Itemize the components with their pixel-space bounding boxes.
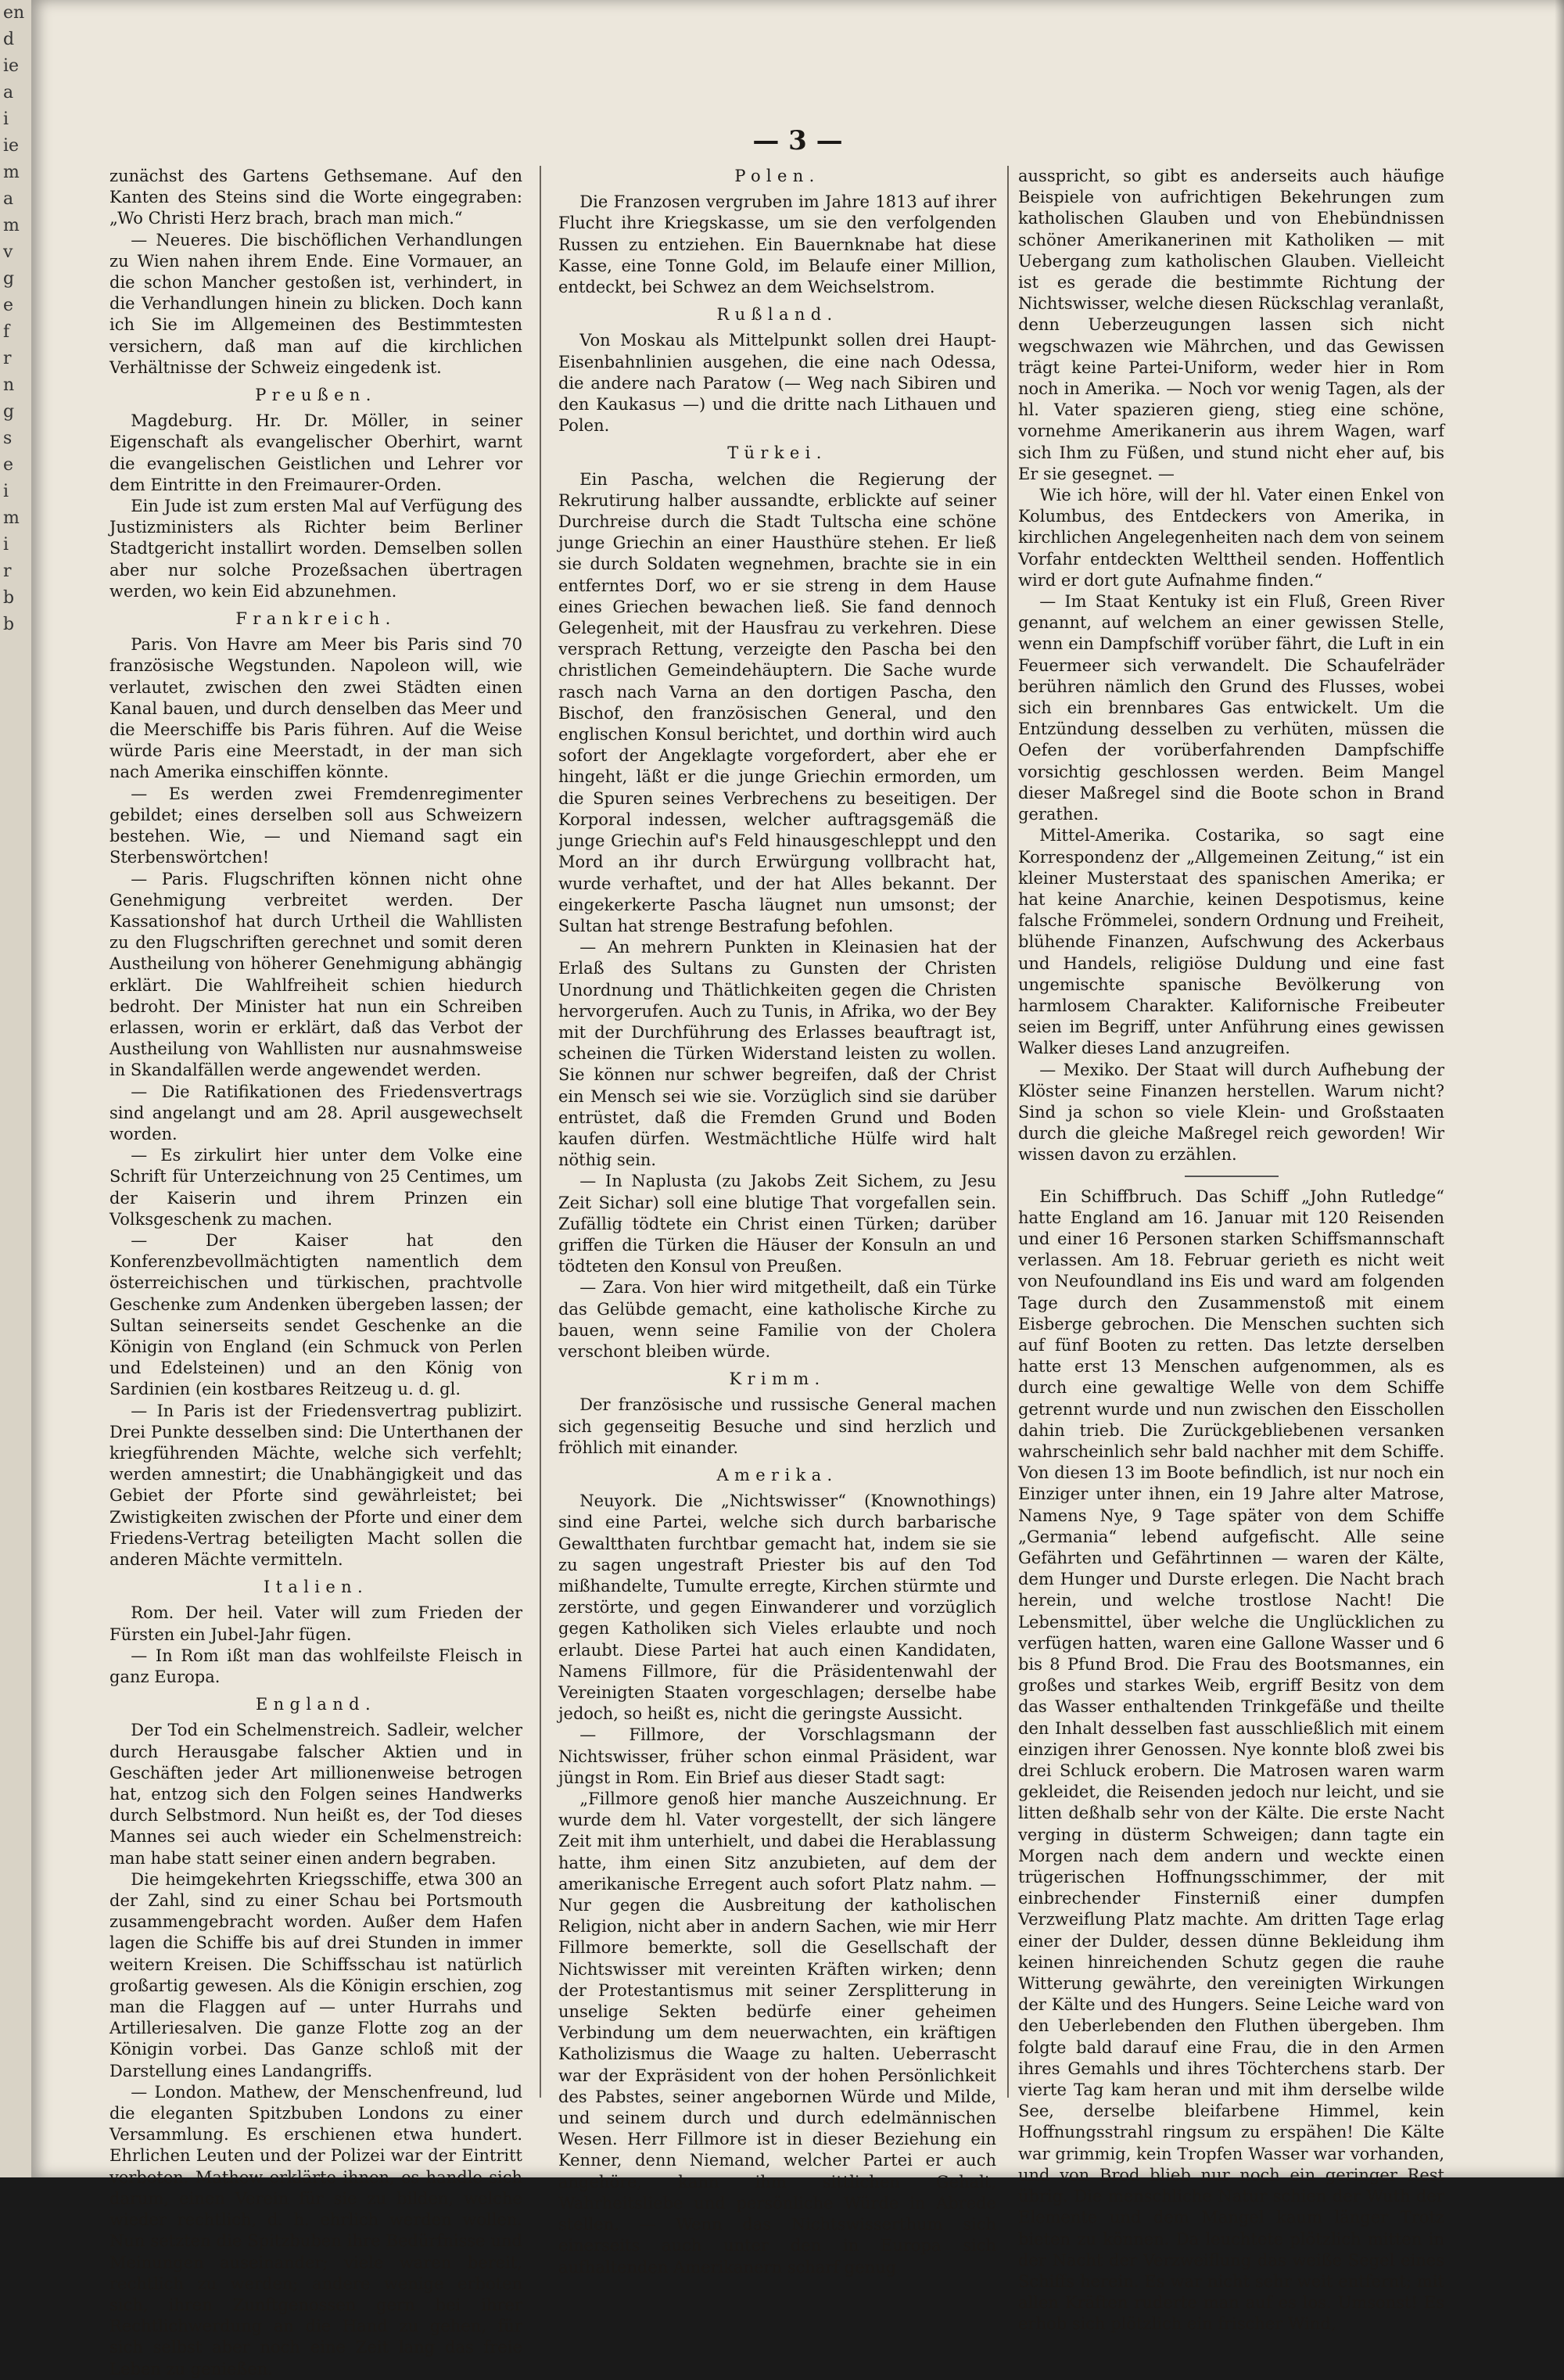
section-separator [1185,1176,1279,1177]
previous-page-fragment: e [3,455,14,475]
previous-page-fragment: e [3,296,14,315]
paragraph: Wie ich höre, will der hl. Vater einen Enkel von Kolumbus, des Entdeckers von Amerika, in kirchlichen Angelegenheiten nach dem von seinem Vorfahr entdeckten Welttheil senden. Hoffentlich wird er dort gute Aufnahme finden.“ [1018,486,1444,590]
paragraph: Die heimgekehrten Kriegsschiffe, etwa 300 an der Zahl, sind zu einer Schau bei Portsmouth zusammengebracht worden. Außer dem Hafen lagen die Schiffe bis auf drei Stunden in immer weitern Kreisen. Die Schiffsschau ist natürlich großartig gewesen. Als die Königin erschien, zog man die Flaggen auf — unter Hurrahs und Artilleriesalven. Die ganze Flotte zog an der Königin vorbei. Das Ganze schloß mit der Darstellung eines Landangriffs. [109,1869,522,2080]
newspaper-page [31,0,1564,2378]
paragraph: — Zara. Von hier wird mitgetheilt, daß ein Türke das Gelübde gemacht, eine katholische Kirche zu bauen, wenn seine Familie von der Cholera verschont bleiben würde. [558,1278,996,1361]
section-heading: Rußland. [716,305,838,325]
previous-page-fragment: m [3,163,20,182]
paragraph: Magdeburg. Hr. Dr. Möller, in seiner Eigenschaft als evangelischer Oberhirt, warnt die evangelischen Geistlichen und Lehrer vor dem Eintritte in den Freimaurer-Orden. [109,411,522,494]
previous-page-fragment: ie [3,56,20,76]
previous-page-fragment: ie [3,136,20,156]
previous-page-fragment: b [3,588,15,608]
section-heading: Preußen. [255,386,377,405]
paragraph: Mittel-Amerika. Costarika, so sagt eine Korrespondenz der „Allgemeinen Zeitung,“ ist ein kleiner Musterstaat des spanischen Amerika; er hat keine Anarchie, keinen Despotismus, keine falsche Frömmelei, sondern Ordnung und Freiheit, blühende Finanzen, Aufschwung des Ackerbaus und Handels, religiöse Duldung und eine fast ungemischte spanische Bevölkerung von harmlosem Charakter. Kalifornische Freibeuter seien im Begriff, unter Anführung eines gewissen Walker dieses Land anzugreifen. [1018,826,1444,1058]
column-divider [540,166,541,2098]
previous-page-fragment: i [3,482,9,501]
previous-page-fragment: i [3,535,9,555]
paragraph: „Fillmore genoß hier manche Auszeichnung. Er wurde dem hl. Vater vorgestellt, der sich längere Zeit mit ihm unterhielt, und dabei die Herablassung hatte, ihm einen Sitz anzubieten, auf dem der amerikanische Erregent auch sofort Platz nahm. — Nur gegen die Ausbreitung der katholischen Religion, nicht aber in andern Sachen, wie mir Herr Fillmore bemerkte, soll die Gesellschaft der Nichtswisser mit vereinten Kräften wirken; denn der Protestantismus mit seiner Zersplitterung in unselige Sekten bedürfe einer geheimen Verbindung um dem neuerwachten, ein kräftigen Katholizismus die Waage zu halten. Ueberrascht war der Expräsident von der hohen Persönlichkeit des Pabstes, seiner angebornen Würde und Milde, und seinem durch und durch edelmännischen Wesen. Herr Fillmore ist in dieser Beziehung ein Kenner, denn Niemand, welcher Partei er auch angehöre, kann ihm sittlichen Gehalt, Wahrheitsliebe und persönliche Würde in Abrede stellen. — Wenn das Nichtswisserthum sich einerseits auch unter den in Europa sich aufhaltenden Amerikanern scharf genug [558,1789,996,2277]
previous-page-fragment: en [3,3,25,23]
previous-page-fragment: a [3,83,14,102]
paragraph: Rom. Der heil. Vater will zum Frieden der Fürsten ein Jubel-Jahr fügen. [109,1603,522,1644]
paragraph: zunächst des Gartens Gethsemane. Auf den Kanten des Steins sind die Worte eingegraben: „Wo Christi Herz brach, brach man mich.“ [109,167,522,228]
previous-page-fragment: s [3,429,13,448]
paragraph: — Es zirkulirt hier unter dem Volke eine Schrift für Unterzeichnung von 25 Centimes, um der Kaiserin und ihrem Prinzen ein Volksgeschenk zu machen. [109,1146,522,1229]
paragraph: — Fillmore, der Vorschlagsmann der Nichtswisser, früher schon einmal Präsident, war jüngst in Rom. Ein Brief aus dieser Stadt sagt: [558,1725,996,1787]
previous-page-fragment: a [3,189,14,209]
section-heading: Frankreich. [235,609,396,629]
paragraph: — Mexiko. Der Staat will durch Aufhebung der Klöster seine Finanzen herstellen. Warum nicht? Sind ja schon so viele Klein- und Großstaaten durch die gleiche Maßregel reich geworden! Wir wissen davon zu erzählen. [1018,1060,1444,1165]
previous-page-fragment: d [3,30,15,49]
column-divider [1007,166,1009,2098]
paragraph: Ein Jude ist zum ersten Mal auf Verfügung des Justizministers als Richter beim Berliner Stadtgericht installirt worden. Demselben sollen aber nur solche Prozeßsachen übertragen werden, wo kein Eid abzunehmen. [109,497,522,601]
previous-page-fragment: f [3,322,10,342]
paragraph: Von Moskau als Mittelpunkt sollen drei Haupt-Eisenbahnlinien ausgehen, die eine nach Odessa, die andere nach Paratow (— Weg nach Sibiren und den Kaukasus —) und die dritte nach Lithauen und Polen. [558,331,996,436]
paragraph: Neuyork. Die „Nichtswisser“ (Knownothings) sind eine Partei, welche sich durch barbarische Gewaltthaten furchtbar gemacht hat, indem sie sie zu sagen ungestraft Priester bis auf den Tod mißhandelte, Tumulte erregte, Kirchen stürmte und zerstörte, und gegen Einwanderer und vorzüglich gegen Katholiken sich Vieles erlaubte und noch erlaubt. Diese Partei hat auch einen Kandidaten, Namens Fillmore, für die Präsidentenwahl der Vereinigten Staaten vorgeschlagen; derselbe habe jedoch, so heißt es, nicht die geringste Aussicht. [558,1492,996,1724]
previous-page-edge [0,0,31,2177]
section-heading: Türkei. [727,443,827,463]
paragraph: Der Tod ein Schelmenstreich. Sadleir, welcher durch Herausgabe falscher Aktien und in Geschäften jeder Art millionenweise betrogen hat, entzog sich den Folgen seines Handwerks durch Selbstmord. Nun heißt es, der Tod dieses Mannes sei auch wieder ein Schelmenstreich: man habe statt seiner einen andern begraben. [109,1721,522,1868]
previous-page-fragment: n [3,375,15,395]
paragraph: — Die Ratifikationen des Friedensvertrags sind angelangt und am 28. April ausgewechselt worden. [109,1082,522,1143]
column-left [109,166,522,2378]
previous-page-fragment: m [3,216,20,235]
previous-page-fragment: g [3,402,15,422]
paragraph: Die Franzosen vergruben im Jahre 1813 auf ihrer Flucht ihre Kriegskasse, um sie den verfolgenden Russen zu entziehen. Ein Bauernknabe hat diese Kasse, eine Tonne Gold, im Belaufe einer Million, entdeckt, bei Schwez an dem Weichselstrom. [558,192,996,297]
previous-page-fragment: g [3,269,15,289]
paragraph: — An mehrern Punkten in Kleinasien hat der Erlaß des Sultans zu Gunsten der Christen Unordnung und Thätlichkeiten gegen die Christen hervorgerufen. Auch zu Tunis, in Afrika, wo der Bey mit der Durchführung des Erlasses beauftragt ist, scheinen die Türken Widerstand leisten zu wollen. Sie können nur schwer begreifen, daß der Christ ein Mensch sei wie sie. Vorzüglich sind sie darüber entrüstet, daß die Fremden Grund und Boden kaufen dürfen. Westmächtliche Hülfe wird halt nöthig sein. [558,938,996,1170]
page-edge-shadow [1555,0,1564,2177]
previous-page-fragment: i [3,109,9,129]
section-heading: Italien. [263,1578,369,1597]
paragraph: ausspricht, so gibt es anderseits auch häufige Beispiele von aufrichtigen Bekehrungen zum katholischen Glauben und von Ehebündnissen schöner Amerikanerinen mit Katholiken — mit Uebergang zum katholischen Glauben. Vielleicht ist es gerade die bestimmte Richtung der Nichtswisser, welche diesen Rückschlag veranlaßt, denn Ueberzeugungen lassen sich nicht wegschwazen wie Mährchen, und das Gewissen trägt keine Partei-Uniform, weder hier in Rom noch in Amerika. — Noch vor wenig Tagen, als der hl. Vater spazieren gieng, stieg eine schöne, vornehme Amerikanerin aus ihrem Wagen, warf sich Ihm zu Füßen, und stund nicht eher auf, bis Er sie gesegnet. — [1018,167,1444,483]
paragraph: Ein Pascha, welchen die Regierung der Rekrutirung halber aussandte, erblickte auf seiner Durchreise durch die Stadt Tultscha eine schöne junge Griechin an einer Hausthüre stehen. Er ließ sie durch Soldaten wegnehmen, brachte sie in ein entferntes Dorf, wo er sie streng in dem Hause eines Griechen bewachen ließ. Sie fand dennoch Gelegenheit, mit der Hausfrau zu verkehren. Diese versprach Rettung, verzeigte den Pascha bei den christlichen Gemeindehäuptern. Die Sache wurde rasch nach Varna an den dortigen Pascha, den Bischof, den französischen General, und den englischen Konsul berichtet, und dorthin wird auch sofort der Angeklagte vorgefordert, aber ehe er hingeht, läßt er die junge Griechin ermorden, um die Spuren seines Verbrechens zu beseitigen. Der Korporal indessen, welcher auftragsgemäß die junge Griechin auf's Feld hinausgeschleppt und den Mord an ihr durch Erwürgung vollbracht hat, wurde verhaftet, und der hat Alles bekannt. Der eingekerkerte Pascha läugnet nun umsonst; der Sultan hat strenge Bestrafung befohlen. [558,469,996,935]
previous-page-fragment: v [3,242,13,262]
paragraph: — In Paris ist der Friedensvertrag publizirt. Drei Punkte desselben sind: Die Unterthanen der kriegführenden Mächte, welche sich verfehlt; werden amnestirt; die Unabhängigkeit und das Gebiet der Pforte sind gewährleistet; bei Zwistigkeiten zwischen der Pforte und einer dem Friedens-Vertrag beteiligten Macht sollen die anderen Mächte vermitteln. [109,1401,522,1569]
paragraph: — Paris. Flugschriften können nicht ohne Genehmigung verbreitet werden. Der Kassationshof hat durch Urtheil die Wahllisten zu den Flugschriften gerechnet und somit deren Austheilung von höherer Genehmigung abhängig erklärt. Die Wahlfreiheit schien hiedurch bedroht. Der Minister hat nun ein Schreiben erlassen, worin er erklärt, daß das Verbot der Austheilung von Wahllisten nur ausnahmsweise in Skandalfällen werde angewendet werden. [109,869,522,1080]
paragraph: — Der Kaiser hat den Konferenzbevollmächtigten namentlich dem österreichischen und türkischen, prachtvolle Geschenke zum Andenken übergeben lassen; der Sultan seinerseits sendet Geschenke an die Königin von England (ein Schmuck von Perlen und Edelsteinen) und an den König von Sardinien (ein kostbares Reitzeug u. d. gl. [109,1230,522,1399]
column-middle [558,166,996,2277]
previous-page-fragment: m [3,508,20,528]
paragraph: — In Naplusta (zu Jakobs Zeit Sichem, zu Jesu Zeit Sichar) soll eine blutige That vorgefallen sein. Zufällig tödtete ein Christ einen Türken; darüber griffen die Türken die Häuser der Konsuln an und tödteten den Konsul von Preußen. [558,1172,996,1276]
page-number: — 3 — [752,125,843,156]
previous-page-fragment: r [3,562,12,581]
column-right [1018,166,1444,2334]
paragraph: Paris. Von Havre am Meer bis Paris sind 70 französische Wegstunden. Napoleon will, wie verlautet, zwischen den zwei Städten einen Kanal bauen, und durch denselben das Meer und die Meerschiffe bis Paris führen. Auf die Weise würde Paris eine Meerstadt, in der man sich nach Amerika einschiffen könnte. [109,635,522,782]
previous-page-fragment: b [3,615,15,634]
section-heading: Krimm. [729,1369,826,1389]
paragraph: — Neueres. Die bischöflichen Verhandlungen zu Wien nahen ihrem Ende. Eine Vormauer, an die schon Mancher gestoßen ist, verhindert, in die Verhandlungen hinein zu blicken. Doch kann ich Sie im Allgemeinen des Bestimmtesten versichern, daß man auf die kirchlichen Verhältnisse der Schweiz eingedenk ist. [109,230,522,377]
paragraph: — London. Mathew, der Menschenfreund, lud die eleganten Spitzbuben Londons zu einer Versammlung. Es erschienen etwa hundert. Ehrlichen Leuten und der Polizei war der Eintritt verboten. Mathew erklärte ihnen, es handle sich darum, einen Verein für sie zu bilden, welche wieder rechtlich, d. h. ehrlich werden wollen. Nun setzten die Spitzbuben ihre Bedürfnisse und Meinungen auseinander; viele waren bereit, rechtlich zu werden; andere wenige erboten sich, ihren Zunftgenossen gern bei ihrer Rechtlichwerdung an die Hand zu gehen, für sich selbst aber noch eine Zeit lang das freie Leben zu genießen. [109,2082,522,2378]
paragraph: Der französische und russische General machen sich gegenseitig Besuche und sind herzlich und fröhlich mit einander. [558,1395,996,1457]
previous-page-fragment: r [3,349,12,368]
paragraph: Ein Schiffbruch. Das Schiff „John Rutledge“ hatte England am 16. Januar mit 120 Reisenden und einer 16 Personen starken Schiffsmannschaft verlassen. Am 18. Februar gerieth es nicht weit von Neufoundland ins Eis und ward am folgenden Tage durch den Zusammenstoß mit einem Eisberge gebrochen. Die Menschen suchten sich auf fünf Booten zu retten. Das letzte derselben hatte erst 13 Menschen aufgenommen, als es durch eine gewaltige Welle von dem Schiffe getrennt wurde und nun zwischen den Eisschollen dahin trieb. Die Zurückgebliebenen versanken wahrscheinlich sehr bald nachher mit dem Schiffe. Von diesen 13 im Boote befindlich, ist nur noch ein Einziger unter ihnen, ein 19 Jahre alter Matrose, Namens Nye, 9 Tage später von dem Schiffe „Germania“ lebend aufgefischt. Alle seine Gefährten und Gefährtinnen — waren der Kälte, dem Hunger und Durste erlegen. Die Nacht brach herein, und welche trostlose Nacht! Die Lebensmittel, über welche die Unglücklichen zu verfügen hatten, waren eine Gallone Wasser und 6 bis 8 Pfund Brod. Die Frau des Bootsmannes, ein großes und starkes Weib, ergriff Besitz von dem das Wasser enthaltenden Trinkgefäße und theilte den Inhalt desselben fast ausschließlich mit einem einzigen ihrer Genossen. Nye konnte bloß zwei bis drei Schluck erobern. Die Matrosen waren warm gekleidet, die Reisenden jedoch nur leicht, und sie litten deßhalb sehr von der Kälte. Die erste Nacht verging in düsterm Schweigen; dann tagte ein Morgen nach dem andern und weckte einen trügerischen Hoffnungsschimmer, der mit einbrechender Finsterniß einer dumpfen Verzweiflung Platz machte. Am dritten Tage erlag einer der Dulder, dessen dünne Bekleidung ihm keinen hinreichenden Schutz gegen die rauhe Witterung gewährte, den vereinigten Wirkungen der Kälte und des Hungers. Seine Leiche ward von den Ueberlebenden den Fluthen übergeben. Ihm folgte bald darauf eine Frau, die in den Armen ihres Gemahls und ihres Töchterchens starb. Der vierte Tag kam heran und mit ihm derselbe wilde See, derselbe bleifarbene Himmel, kein Hoffnungsstrahl ringsum zu erspähen! Die Kälte war grimmig, kein Tropfen Wasser war vorhanden, und von Brod blieb nur noch ein geringer Rest übrig. Die menschliche Natur schien der Wuth der Elemente und dem Mangel kaum länger Trotz bieten zu können. Da leuchtete plötzlich mitten in der Nacht der Verzweiflung das weiße Segel eines Schiffs herein. Es war nicht sehr weit entfernt; mit allen Kräften ruderte man auf es los. Umsonst! Es erhob sich plötzlich ein frischer Wind, [1018,1186,1444,2334]
section-heading: England. [256,1695,376,1714]
section-heading: Polen. [734,167,820,185]
paragraph: — Im Staat Kentuky ist ein Fluß, Green River genannt, auf welchem an einer gewissen Stelle, wenn ein Dampfschiff vorüber fährt, die Luft in ein Feuermeer sich verwandelt. Die Schaufelräder berühren nämlich den Grund des Flusses, wobei sich ein brennbares Gas entwickelt. Um die Entzündung desselben zu verhüten, müssen die Oefen der vorüberfahrenden Dampfschiffe vorsichtig geschlossen werden. Beim Mangel dieser Maßregel sind die Boote schon in Brand gerathen. [1018,592,1444,824]
paragraph: — Es werden zwei Fremdenregimenter gebildet; eines derselben soll aus Schweizern bestehen. Wie, — und Niemand sagt ein Sterbenswörtchen! [109,784,522,867]
paragraph: — In Rom ißt man das wohlfeilste Fleisch in ganz Europa. [109,1646,522,1687]
section-heading: Amerika. [716,1465,838,1484]
